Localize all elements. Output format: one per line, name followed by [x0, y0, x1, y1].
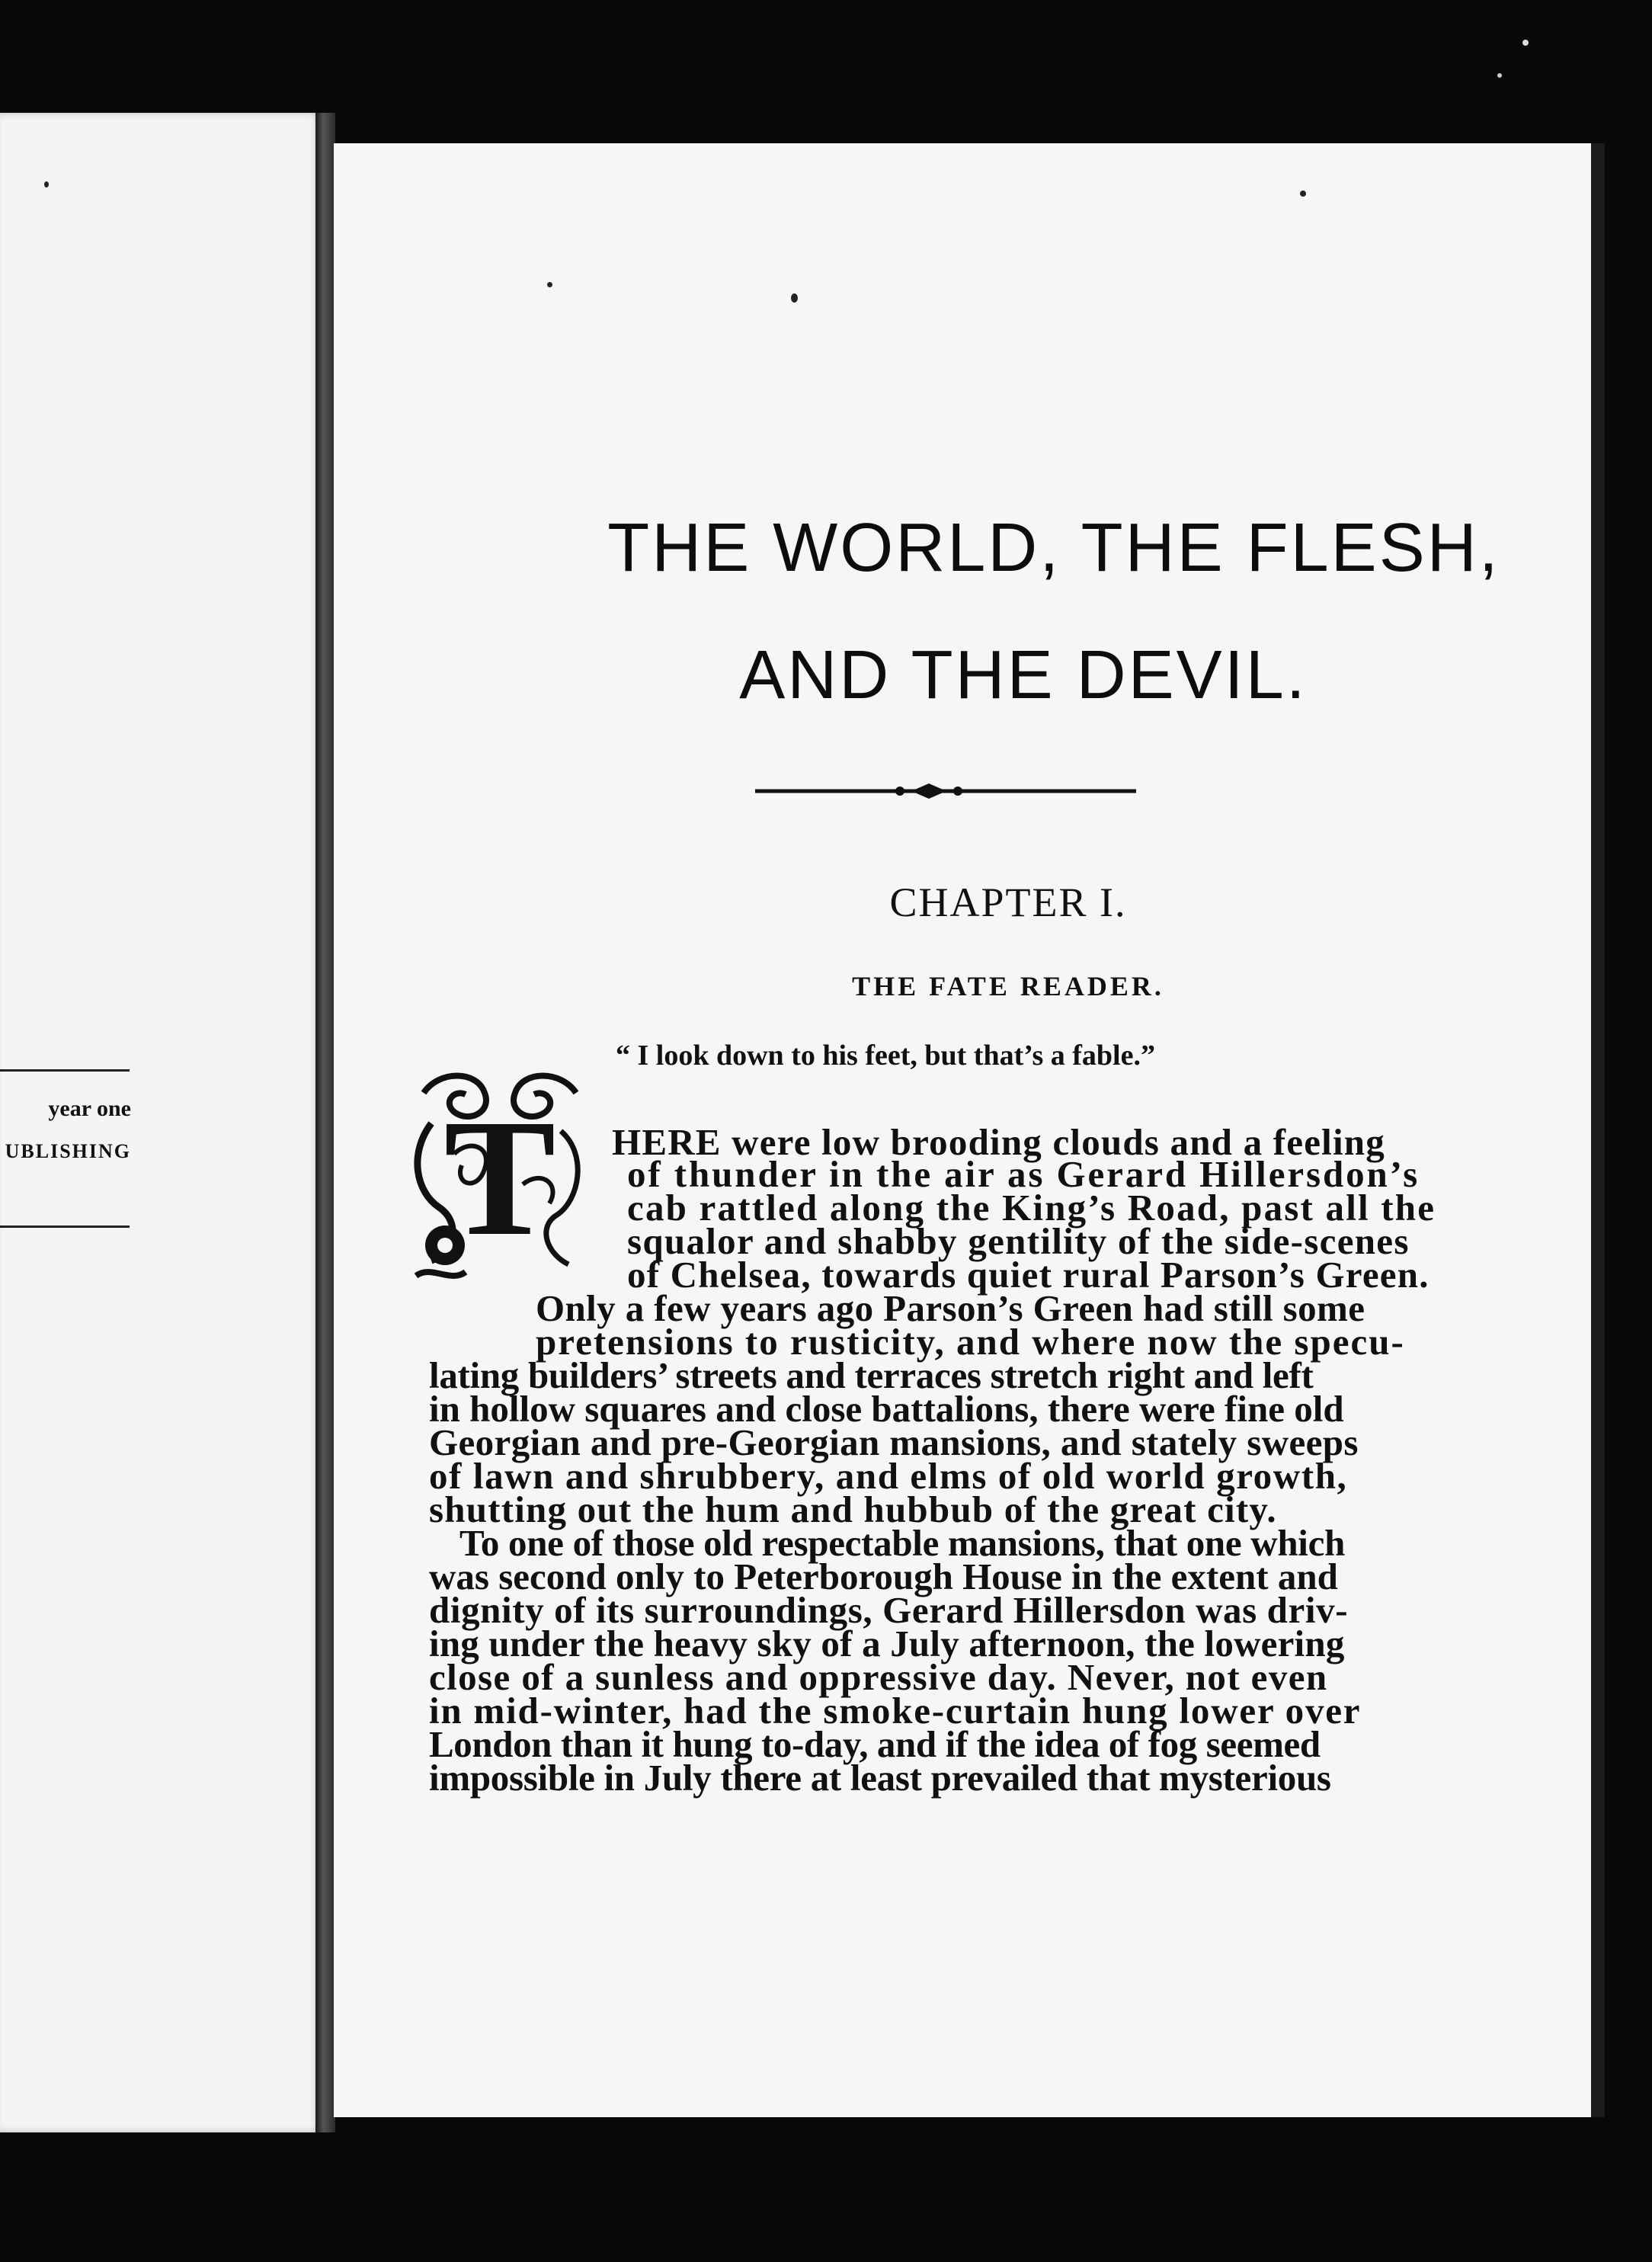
text-line: cab rattled along the King’s Road, past all the [627, 1187, 1436, 1229]
text-line: ing under the heavy sky of a July afternoon, the lowering [429, 1623, 1345, 1664]
book-title-line2: AND THE DEVIL. [739, 637, 1308, 713]
text-line: of lawn and shrubbery, and elms of old world growth, [429, 1455, 1348, 1497]
ink-speck [1497, 73, 1502, 78]
left-page-rule-bottom [0, 1226, 130, 1228]
text-line: close of a sunless and oppressive day. Never, not even [429, 1656, 1328, 1698]
text-line: was second only to Peterborough House in the extent and [429, 1556, 1338, 1597]
text-line: impossible in July there at least prevailed that mysterious [429, 1757, 1331, 1799]
text-line: London than it hung to-day, and if the idea of fog seemed [429, 1723, 1321, 1765]
book-title-line1: THE WORLD, THE FLESH, [607, 510, 1500, 586]
ink-speck [1522, 40, 1529, 46]
left-page-text-line2: UBLISHING [5, 1140, 131, 1162]
left-page [0, 113, 322, 2132]
ornamental-drop-cap [408, 1070, 591, 1291]
text-line: of thunder in the air as Gerard Hillersdon’s [627, 1153, 1420, 1195]
text-line: HERE were low brooding clouds and a feeling [612, 1121, 1385, 1163]
text-line: dignity of its surroundings, Gerard Hillersdon was driv- [429, 1589, 1349, 1631]
text-line: squalor and shabby gentility of the side-scenes [627, 1220, 1410, 1262]
chapter-title: THE FATE READER. [852, 971, 1164, 1001]
text-line: Only a few years ago Parson’s Green had still some [536, 1287, 1365, 1329]
ink-speck [1300, 191, 1306, 197]
ink-speck [547, 282, 552, 287]
text-line: pretensions to rusticity, and where now the specu- [536, 1321, 1405, 1363]
right-page [334, 143, 1605, 2117]
epigraph: “ I look down to his feet, but that’s a fable.” [616, 1040, 1155, 1072]
ink-speck [791, 293, 798, 303]
chapter-number: CHAPTER I. [889, 879, 1127, 925]
left-page-text-line1: year one [48, 1096, 131, 1121]
text-line: in hollow squares and close battalions, there were fine old [429, 1388, 1344, 1430]
text-line: To one of those old respectable mansions, that one which [459, 1522, 1346, 1564]
ornament-divider [755, 780, 1136, 803]
text-line: shutting out the hum and hubbub of the great city. [429, 1488, 1277, 1530]
text-line: of Chelsea, towards quiet rural Parson’s Green. [627, 1254, 1429, 1296]
book-gutter [315, 113, 335, 2132]
ink-speck [44, 181, 49, 187]
text-line: Georgian and pre-Georgian mansions, and stately sweeps [429, 1421, 1359, 1463]
drop-cap-letter: T [443, 1085, 556, 1270]
text-line: lating builders’ streets and terraces stretch right and left [429, 1354, 1314, 1396]
text-line: in mid-winter, had the smoke-curtain hung lower over [429, 1690, 1362, 1732]
left-page-rule-top [0, 1069, 130, 1072]
